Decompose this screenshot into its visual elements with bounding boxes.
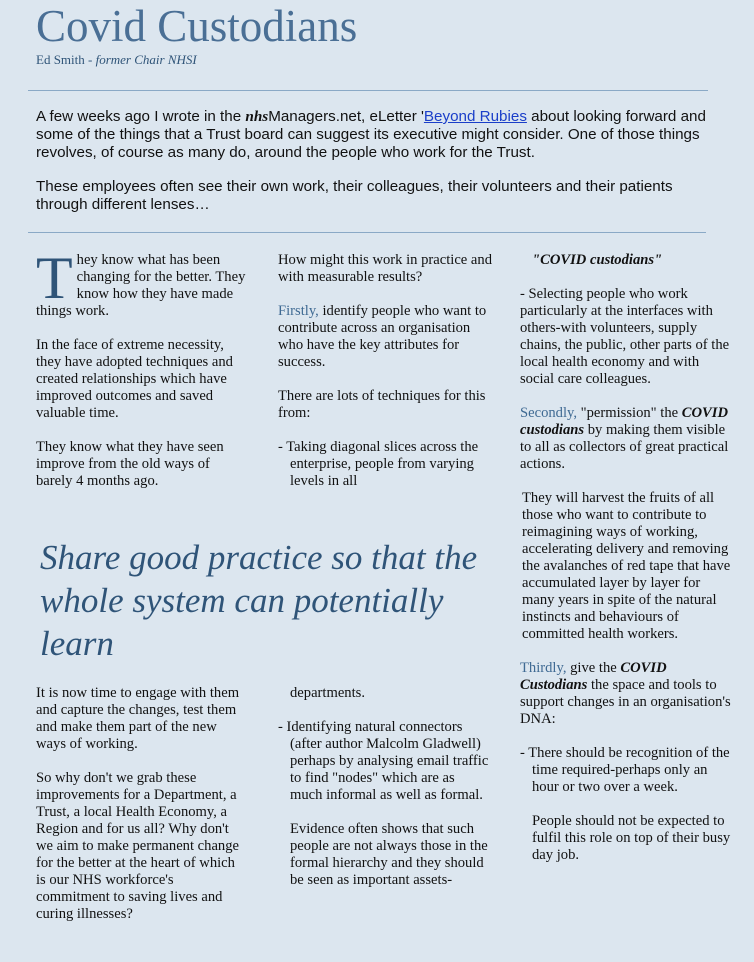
firstly-label: Firstly, <box>278 303 319 319</box>
intro-divider <box>28 232 706 233</box>
col2b-list-item-2: - Identifying natural connectors (after author Malcolm Gladwell) perhaps by analysing email traffic to find "nodes" which are as much informal as well as formal. <box>278 719 489 803</box>
beyond-rubies-link[interactable]: Beyond Rubies <box>423 108 527 125</box>
intro-paragraph-1: A few weeks ago I wrote in the nhsManagers.net, eLetter 'Beyond Rubies about looking forward and some of the things that a Trust board can suggest its executive might consider. One of those things revolves, of course as many do, around the people who work for the Trust. <box>36 108 706 161</box>
column-3 <box>520 252 734 881</box>
col2-paragraph-2: Firstly, identify people who want to contribute across an organisation who have the key attributes for success. <box>278 303 487 370</box>
col2-paragraph-3: There are lots of techniques for this from: <box>278 388 486 421</box>
secondly-label: Secondly, <box>520 405 578 421</box>
covid-custodians-heading: "COVID custodians" <box>532 252 663 268</box>
col3-list-item-recognition: - There should be recognition of the time required-perhaps only an hour or two over a week. <box>520 745 730 795</box>
header-divider <box>28 90 708 91</box>
thirdly-label: Thirdly, <box>520 660 567 676</box>
nhs-wordmark: nhs <box>245 108 269 125</box>
col3-paragraph-thirdly: Thirdly, give the COVID Custodians the space and tools to support changes in an organisation's DNA: <box>520 660 731 727</box>
col1b-paragraph-1: It is now time to engage with them and capture the changes, test them and make them part of the new ways of working. <box>36 685 240 752</box>
column-1-bottom <box>36 685 248 940</box>
col3-paragraph-secondly: Secondly, "permission" the COVID custodians by making them visible to all as collectors of great practical actions. <box>520 405 729 472</box>
intro-section <box>36 108 726 230</box>
page-title: Covid Custodians <box>36 1 358 51</box>
col2b-paragraph-3: Evidence often shows that such people are not always those in the formal hierarchy and they should be seen as important assets- <box>290 821 488 888</box>
col1-paragraph-2: In the face of extreme necessity, they have adopted techniques and created relationships which have improved outcomes and saved valuable time. <box>36 337 233 421</box>
col2-paragraph-1: How might this work in practice and with measurable results? <box>278 252 492 285</box>
col3-list-item-selecting: - Selecting people who work particularly at the interfaces with others-with volunteers, supply chains, the public, other parts of the local health economy and with social care colleagues. <box>520 286 730 387</box>
pull-quote: Share good practice so that the whole system can potentially learn <box>40 538 478 663</box>
column-1-top <box>36 245 248 507</box>
col3-paragraph-harvest: They will harvest the fruits of all those who want to contribute to reimagining ways of working, accelerating delivery and removing the avalanches of red tape that have accumulated layer by layer for many years in spite of the natural instincts and behaviours of committed health workers. <box>522 490 731 642</box>
column-2-bottom <box>278 685 490 906</box>
column-2-top <box>278 252 496 507</box>
author-role: former Chair NHSI <box>95 52 197 67</box>
col1-paragraph-1: They know what has been changing for the better. They know how they have made things work. <box>36 245 246 319</box>
col2-list-item-1: - Taking diagonal slices across the enterprise, people from varying levels in all <box>278 439 479 489</box>
intro-paragraph-2: These employees often see their own work, their colleagues, their volunteers and their patients through different lenses… <box>36 178 673 213</box>
author-name: Ed Smith - <box>36 52 93 67</box>
byline <box>36 52 197 68</box>
drop-cap: T <box>36 245 73 311</box>
col1b-paragraph-2: So why don't we grab these improvements for a Department, a Trust, a local Health Economy, a Region and for us all? Why don't we aim to make permanent change for the better at the heart of which is our NHS workforce's commitment to saving lives and curing illnesses? <box>36 770 240 922</box>
col1-paragraph-3: They know what they have seen improve from the old ways of barely 4 months ago. <box>36 439 224 489</box>
col2b-paragraph-1: departments. <box>290 685 365 701</box>
col3-paragraph-busy: People should not be expected to fulfil this role on top of their busy day job. <box>532 813 731 863</box>
